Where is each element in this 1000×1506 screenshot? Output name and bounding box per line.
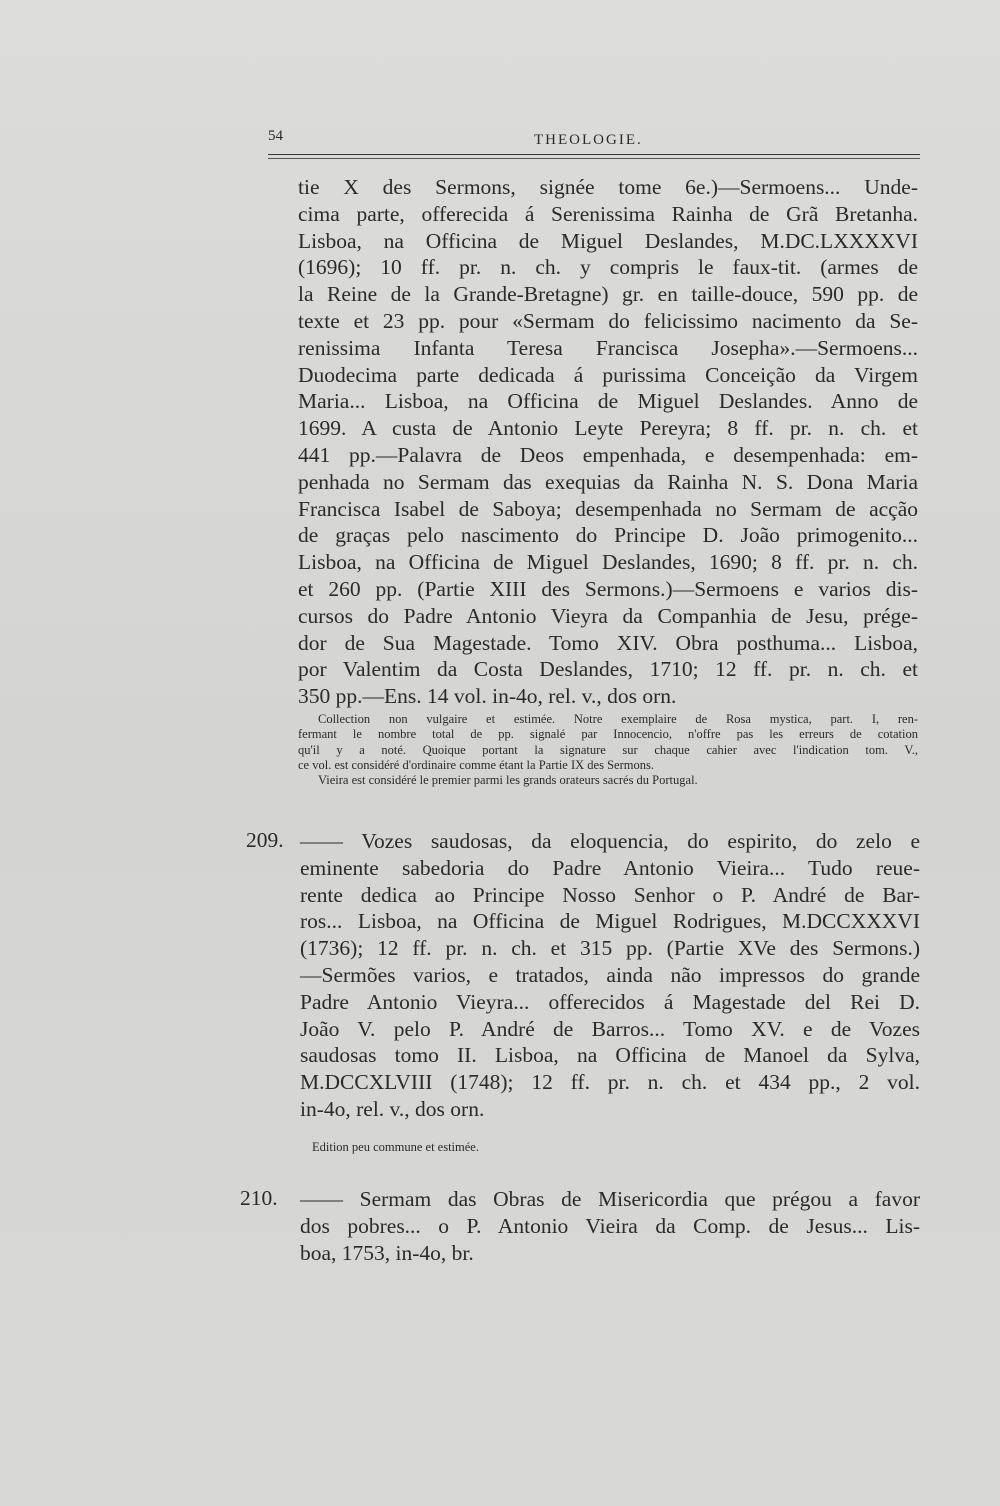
text-line: cursos do Padre Antonio Vieyra da Companhia de Jesu, prége- [298, 603, 918, 628]
entry-number-210: 210. [240, 1186, 278, 1210]
text-line: Padre Antonio Vieyra... offerecidos á Magestade del Rei D. [300, 989, 920, 1014]
text-line: Lisboa, na Officina de Miguel Deslandes, 1690; 8 ff. pr. n. ch. [298, 550, 918, 575]
footnote-collection [298, 712, 918, 788]
text-line: —— Vozes saudosas, da eloquencia, do espirito, do zelo e [300, 829, 920, 853]
continuation-paragraph [298, 174, 918, 710]
running-title: THEOLOGIE. [534, 132, 643, 148]
text-line: in-4o, rel. v., dos orn. [300, 1096, 485, 1121]
text-line: de graças pelo nascimento do Principe D. João primogenito... [298, 523, 918, 548]
note-line: qu'il y a noté. Quoique portant la signature sur chaque cahier avec l'indication tom. V., [298, 742, 918, 757]
page-header [268, 128, 920, 160]
entry-209 [300, 828, 920, 1123]
text-line: boa, 1753, in-4o, br. [300, 1240, 474, 1265]
header-rule [268, 154, 920, 155]
text-line: texte et 23 pp. pour «Sermam do felicissimo nacimento da Se- [298, 308, 918, 333]
note-line: Collection non vulgaire et estimée. Notre exemplaire de Rosa mystica, part. I, ren- [318, 712, 918, 726]
footnote-edition [312, 1140, 932, 1155]
text-line: (1736); 12 ff. pr. n. ch. et 315 pp. (Partie XVe des Sermons.) [300, 936, 920, 961]
text-line: —— Sermam das Obras de Misericordia que prégou a favor [300, 1187, 920, 1211]
text-line: (1696); 10 ff. pr. n. ch. y compris le faux-tit. (armes de [298, 255, 918, 280]
text-line: renissima Infanta Teresa Francisca Josepha».—Sermoens... [298, 335, 918, 360]
text-line: rente dedica ao Principe Nosso Senhor o P. André de Bar- [300, 882, 920, 907]
text-line: Francisca Isabel de Saboya; desempenhada no Sermam de acção [298, 496, 918, 521]
text-line: dor de Sua Magestade. Tomo XIV. Obra posthuma... Lisboa, [298, 630, 918, 655]
note-line: Vieira est considéré le premier parmi les grands orateurs sacrés du Portugal. [318, 773, 698, 788]
text-line: por Valentim da Costa Deslandes, 1710; 12 ff. pr. n. ch. et [298, 657, 918, 682]
entry-210 [300, 1186, 920, 1266]
note-line: Edition peu commune et estimée. [312, 1140, 479, 1154]
text-line: tie X des Sermons, signée tome 6e.)—Sermoens... Unde- [298, 175, 918, 199]
text-line: eminente sabedoria do Padre Antonio Vieira... Tudo reue- [300, 855, 920, 880]
text-line: saudosas tomo II. Lisboa, na Officina de Manoel da Sylva, [300, 1043, 920, 1068]
note-line: fermant le nombre total de pp. signalé par Innocencio, n'offre pas les erreurs de cotation [298, 727, 918, 742]
text-line: la Reine de la Grande-Bretagne) gr. en taille-douce, 590 pp. de [298, 282, 918, 307]
text-line: Lisboa, na Officina de Miguel Deslandes, M.DC.LXXXXVI [298, 228, 918, 253]
text-line: 350 pp.—Ens. 14 vol. in-4o, rel. v., dos orn. [298, 684, 677, 709]
text-line: 1699. A custa de Antonio Leyte Pereyra; 8 ff. pr. n. ch. et [298, 416, 918, 441]
text-line: 441 pp.—Palavra de Deos empenhada, e desempenhada: em- [298, 442, 918, 467]
text-line: et 260 pp. (Partie XIII des Sermons.)—Sermoens e varios dis- [298, 576, 918, 601]
text-line: ros... Lisboa, na Officina de Miguel Rodrigues, M.DCCXXXVI [300, 909, 920, 934]
text-line: penhada no Sermam das exequias da Rainha N. S. Dona Maria [298, 469, 918, 494]
text-line: Maria... Lisboa, na Officina de Miguel Deslandes. Anno de [298, 389, 918, 414]
page-number: 54 [268, 128, 283, 144]
text-line: cima parte, offerecida á Serenissima Rainha de Grã Bretanha. [298, 201, 918, 226]
header-rule-thin [268, 158, 920, 159]
text-line: —Sermões varios, e tratados, ainda não impressos do grande [300, 962, 920, 987]
text-line: M.DCCXLVIII (1748); 12 ff. pr. n. ch. et 434 pp., 2 vol. [300, 1070, 920, 1095]
text-line: dos pobres... o P. Antonio Vieira da Comp. de Jesus... Lis- [300, 1213, 920, 1238]
text-line: Duodecima parte dedicada á purissima Conceição da Virgem [298, 362, 918, 387]
note-line: ce vol. est considéré d'ordinaire comme étant la Partie IX des Sermons. [298, 757, 654, 772]
entry-number-209: 209. [246, 828, 284, 852]
text-line: João V. pelo P. André de Barros... Tomo XV. e de Vozes [300, 1016, 920, 1041]
